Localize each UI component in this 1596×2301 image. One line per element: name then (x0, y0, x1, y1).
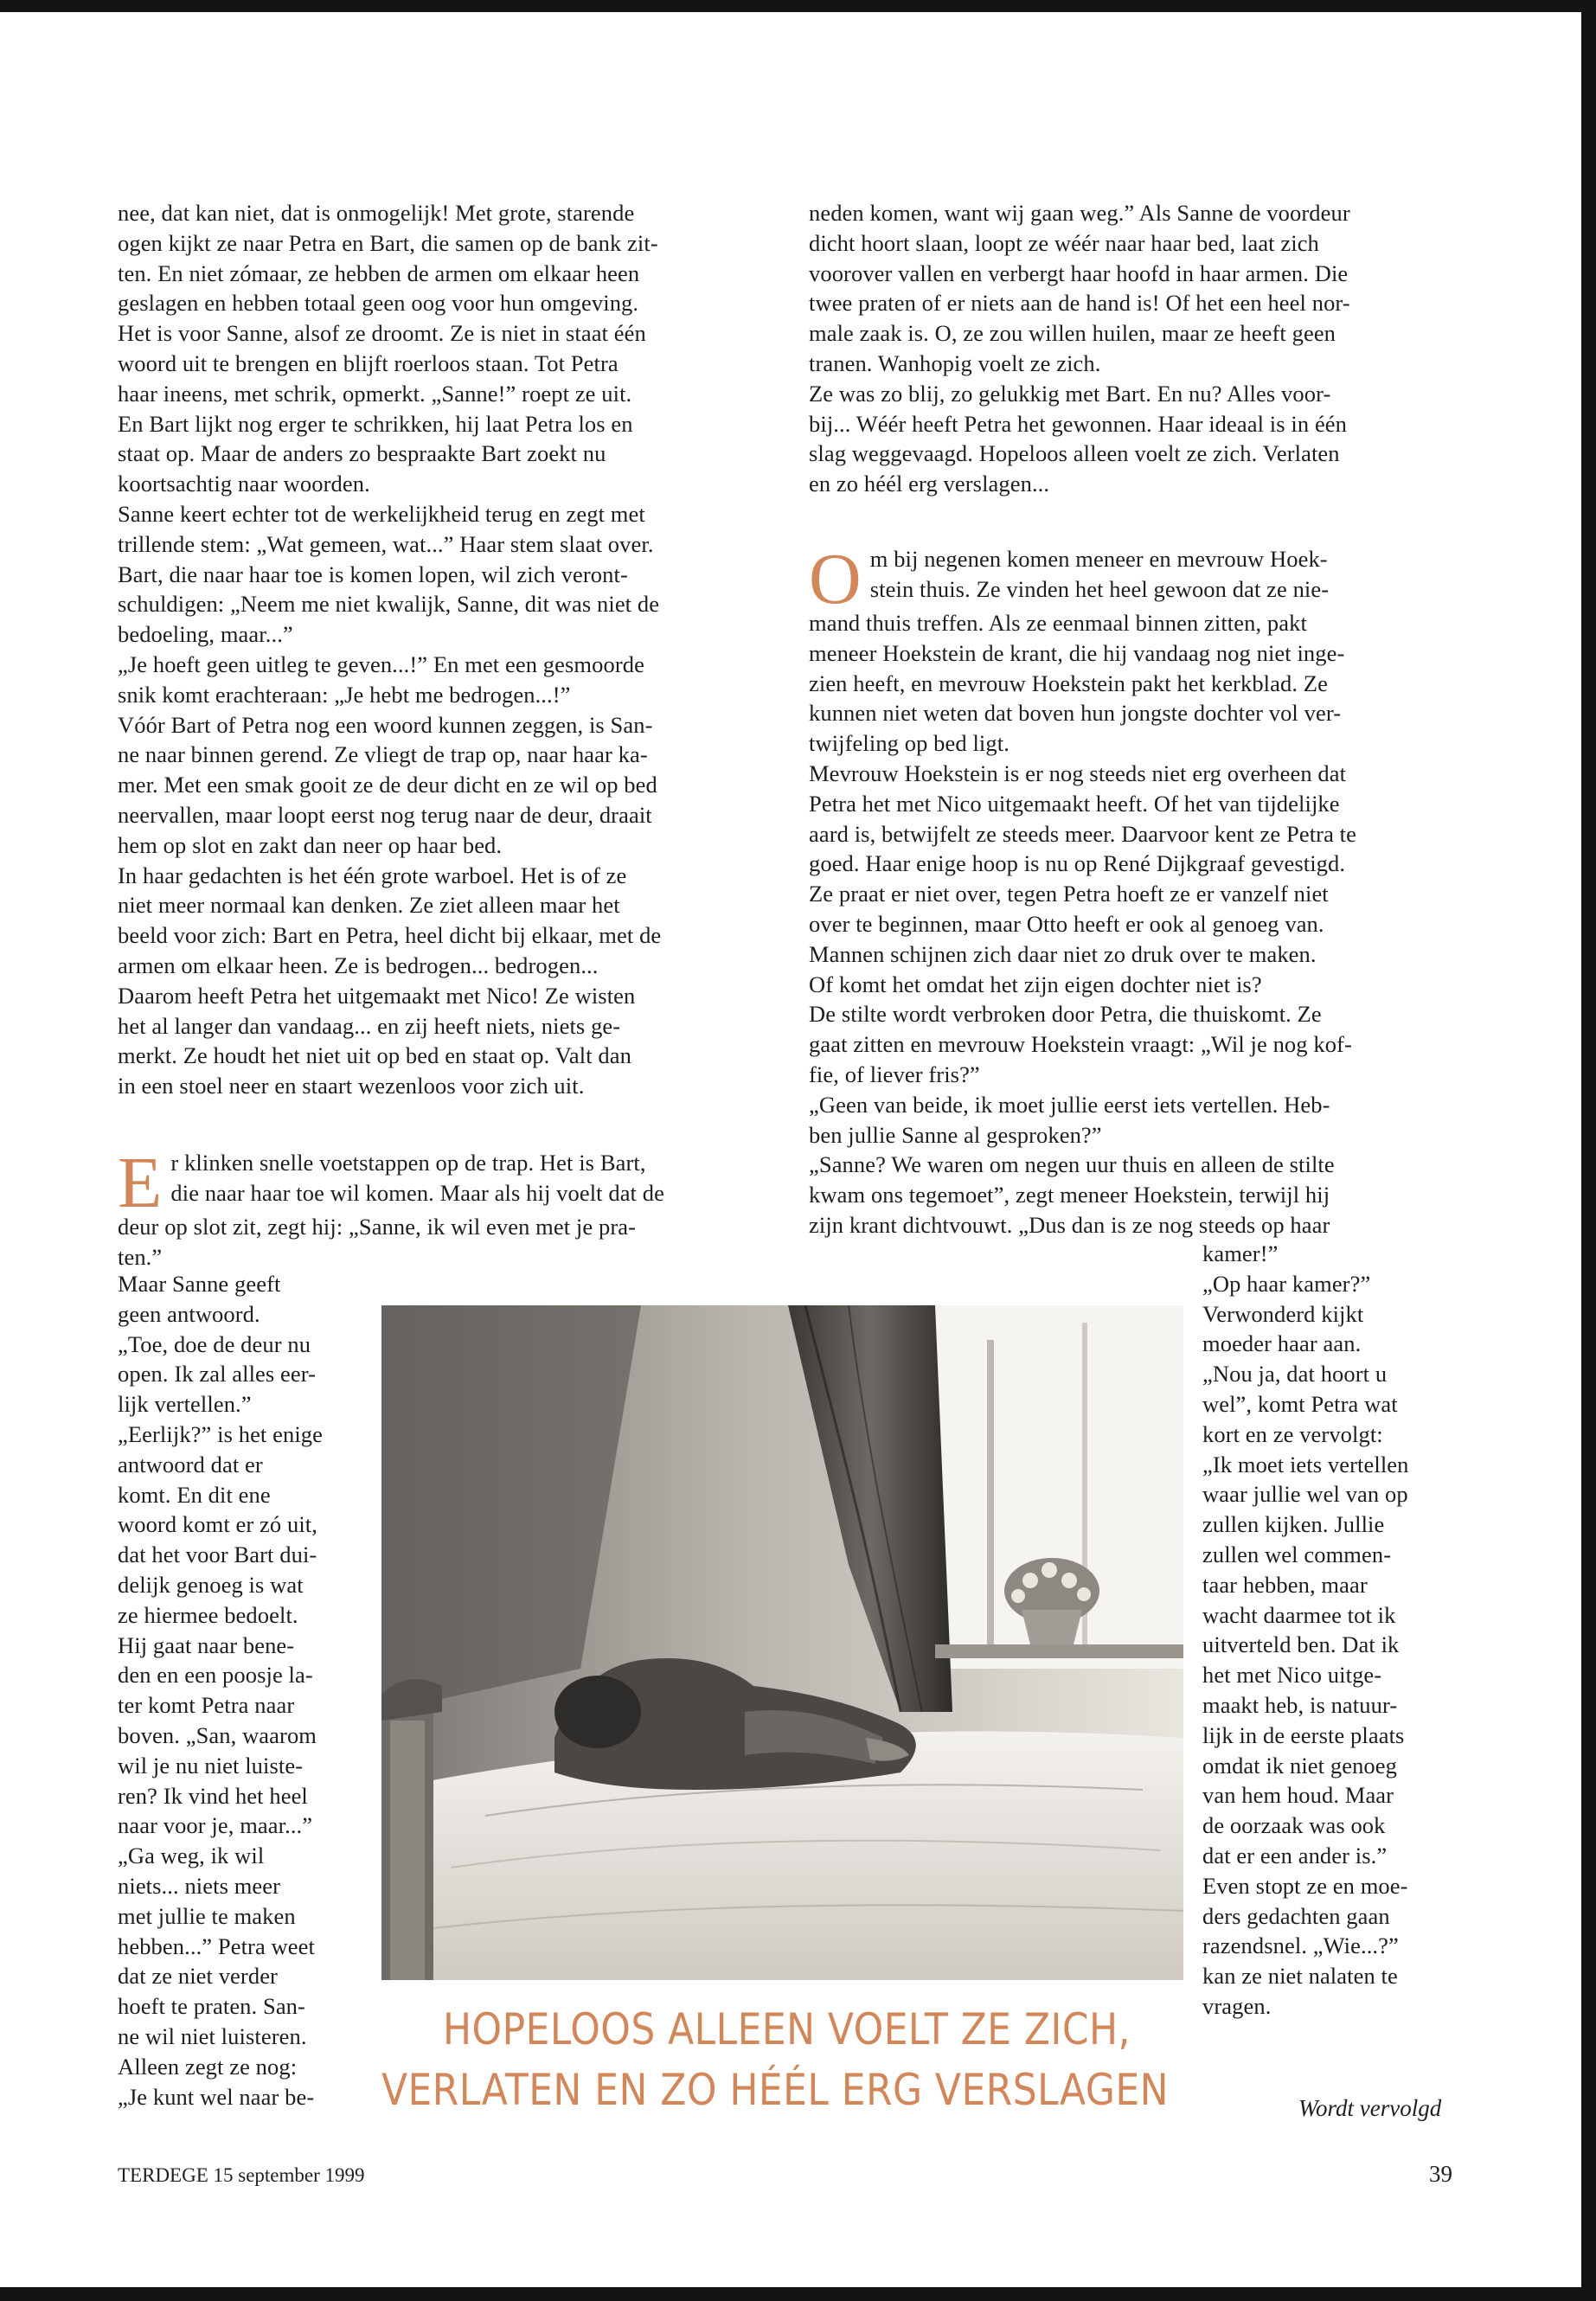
text-line: staat op. Maar de anders zo bespraakte Bart zoekt nu (118, 440, 606, 467)
text-line: bij... Wéér heeft Petra het gewonnen. Haar ideaal is in één (809, 410, 1348, 437)
text-line: kunnen niet weten dat boven hun jongste dochter vol ver- (809, 700, 1342, 727)
text-line: „Je kunt wel naar be- (118, 2083, 315, 2110)
text-line: het al langer dan vandaag... en zij heeft niets, niets ge- (118, 1012, 621, 1039)
text-line: „Toe, doe de deur nu (118, 1330, 311, 1357)
text-line: moeder haar aan. (1202, 1330, 1362, 1357)
text-line: kort en ze vervolgt: (1202, 1420, 1383, 1447)
text-line: Verwonderd kijkt (1202, 1300, 1364, 1327)
text-line: het met Nico uitge- (1202, 1662, 1382, 1689)
column-1-top (118, 198, 661, 1101)
text-line: gaat zitten en mevrouw Hoekstein vraagt: „Wil je nog kof- (809, 1031, 1352, 1058)
text-line: „Ga weg, ik wil (118, 1843, 265, 1869)
text-line: wel”, komt Petra wat (1202, 1390, 1398, 1417)
text-line: koortsachtig naar woorden. (118, 471, 370, 497)
text-line: dicht hoort slaan, loopt ze wéér naar haar bed, laat zich (809, 229, 1319, 256)
text-line: Maar Sanne geeft (118, 1271, 281, 1297)
illustration-girl-on-bed (381, 1305, 1183, 1980)
text-line: ten. En niet zómaar, ze hebben de armen om elkaar heen (118, 260, 640, 286)
text-line: twijfeling op bed ligt. (809, 730, 1010, 757)
text-line: „Ik moet iets vertellen (1202, 1451, 1409, 1477)
dropcap-lines (809, 544, 1492, 605)
text-line: uitverteld ben. Dat ik (1202, 1631, 1400, 1658)
text-line: ter komt Petra naar (118, 1692, 295, 1719)
footer-publication: TERDEGE 15 september 1999 (118, 2164, 365, 2186)
text-line: Ze was zo blij, zo gelukkig met Bart. En nu? Alles voor- (809, 380, 1331, 407)
text-line: Hij gaat naar bene- (118, 1631, 295, 1658)
text-line: trillende stem: „Wat gemeen, wat...” Haar stem slaat over. (118, 530, 654, 557)
text-line: die naar haar toe wil komen. Maar als hij voelt dat de (170, 1179, 664, 1206)
text-line: woord komt er zó uit, (118, 1511, 317, 1538)
text-line: goed. Haar enige hoop is nu op René Dijkgraaf gevestigd. (809, 850, 1346, 877)
text-line: de oorzaak was ook (1202, 1812, 1386, 1839)
text-line: slag weggevaagd. Hopeloos alleen voelt ze zich. Verlaten (809, 440, 1340, 467)
text-line: merkt. Ze houdt het niet uit op bed en staat op. Valt dan (118, 1042, 631, 1069)
magazine-page (0, 12, 1581, 2287)
text-line: zullen kijken. Jullie (1202, 1511, 1385, 1538)
drop-cap-o: O (809, 539, 862, 619)
text-line: ogen kijkt ze naar Petra en Bart, die samen op de bank zit- (118, 229, 658, 256)
text-line: lijk in de eerste plaats (1202, 1721, 1405, 1748)
drop-cap-e: E (118, 1143, 163, 1223)
text-line: Alleen zegt ze nog: (118, 2053, 298, 2080)
text-line: razendsnel. „Wie...?” (1202, 1932, 1399, 1959)
text-line: zijn krant dichtvouwt. „Dus dan is ze nog steeds op haar (809, 1211, 1330, 1238)
text-line: snik komt erachteraan: „Je hebt me bedrogen...!” (118, 681, 571, 708)
text-line: male zaak is. O, ze zou willen huilen, maar ze heeft geen (809, 320, 1336, 347)
text-line: dat ze niet verder (118, 1963, 278, 1990)
text-line: „Eerlijk?” is het enige (118, 1420, 324, 1447)
text-line: hebben...” Petra weet (118, 1932, 315, 1959)
text-line: zullen wel commen- (1202, 1541, 1392, 1567)
text-line: waar jullie wel van op (1202, 1481, 1408, 1508)
text-line: ten.” (118, 1243, 163, 1270)
text-line: armen om elkaar heen. Ze is bedrogen... bedrogen... (118, 952, 599, 978)
text-line: zien heeft, en mevrouw Hoekstein pakt het kerkblad. Ze (809, 670, 1328, 696)
text-line: hoeft te praten. San- (118, 1993, 305, 2020)
text-line: delijk genoeg is wat (118, 1571, 304, 1598)
text-line: bedoeling, maar...” (118, 621, 293, 648)
after-dropcap-lines (118, 1212, 758, 1272)
text-line: ders gedachten gaan (1202, 1902, 1390, 1929)
text-line: Vóór Bart of Petra nog een woord kunnen zeggen, is San- (118, 711, 653, 738)
text-line: „Je hoeft geen uitleg te geven...!” En met een gesmoorde (118, 651, 644, 677)
text-line: stein thuis. Ze vinden het heel gewoon dat ze nie- (869, 575, 1330, 602)
pull-quote-line-1: HOPELOOS ALLEEN VOELT ZE ZICH, (443, 2004, 1131, 2054)
text-line: komt. En dit ene (118, 1481, 271, 1508)
column-2-dropcap-paragraph (809, 539, 1492, 1240)
text-line: neervallen, maar loopt eerst nog terug naar de deur, draait (118, 801, 652, 828)
text-line: over te beginnen, maar Otto heeft er ook al genoeg van. (809, 910, 1324, 937)
text-line: „Op haar kamer?” (1202, 1270, 1371, 1297)
text-line: ne wil niet luisteren. (118, 2022, 307, 2049)
text-line: voorover vallen en verbergt haar hoofd in haar armen. Die (809, 260, 1349, 286)
continued-note: Wordt vervolgd (1298, 2095, 1442, 2121)
text-line: woord uit te brengen en blijft roerloos staan. Tot Petra (118, 349, 619, 376)
text-line: niet meer normaal kan denken. Ze ziet alleen maar het (118, 892, 620, 919)
text-line: Of komt het omdat het zijn eigen dochter niet is? (809, 971, 1262, 997)
text-line: Bart, die naar haar toe is komen lopen, wil zich veront- (118, 561, 628, 587)
text-line: meneer Hoekstein de krant, die hij vandaag nog niet inge- (809, 639, 1345, 666)
text-line: geslagen en hebben totaal geen oog voor hun omgeving. (118, 290, 639, 317)
text-line: Daarom heeft Petra het uitgemaakt met Nico! Ze wisten (118, 982, 636, 1009)
text-line: mer. Met een smak gooit ze de deur dicht en ze wil op bed (118, 772, 657, 798)
text-line: En Bart lijkt nog erger te schrikken, hij laat Petra los en (118, 410, 633, 437)
text-line: kwam ons tegemoet”, zegt meneer Hoekstein, terwijl hij (809, 1182, 1330, 1208)
text-line: lijk vertellen.” (118, 1391, 252, 1418)
text-line: maakt heb, is natuur- (1202, 1691, 1398, 1718)
text-line: antwoord dat er (118, 1451, 263, 1477)
text-line: Sanne keert echter tot de werkelijkheid terug en zegt met (118, 500, 645, 527)
text-line: boven. „San, waarom (118, 1721, 317, 1748)
text-line: met jullie te maken (118, 1902, 296, 1929)
text-line: en zo héél erg verslagen... (809, 471, 1050, 497)
text-line: schuldigen: „Neem me niet kwalijk, Sanne, dit was niet de (118, 591, 660, 618)
text-line: dat er een ander is.” (1202, 1842, 1388, 1868)
text-line: niets... niets meer (118, 1872, 281, 1899)
text-line: Even stopt ze en moe- (1202, 1872, 1408, 1899)
text-line: den en een poosje la- (118, 1662, 313, 1689)
text-line: taar hebben, maar (1202, 1571, 1368, 1598)
text-line: vragen. (1202, 1992, 1272, 2019)
text-line: Ze praat er niet over, tegen Petra hoeft ze er vanzelf niet (809, 881, 1329, 907)
text-line: ben jullie Sanne al gesproken?” (809, 1121, 1102, 1148)
text-line: haar ineens, met schrik, opmerkt. „Sanne!” roept ze uit. (118, 380, 632, 407)
column-2-narrow (1202, 1239, 1409, 2022)
text-line: deur op slot zit, zegt hij: „Sanne, ik wil even met je pra- (118, 1214, 637, 1240)
text-line: tranen. Wanhopig voelt ze zich. (809, 349, 1101, 376)
after-dropcap-lines (809, 608, 1492, 1240)
text-line: van hem houd. Maar (1202, 1782, 1394, 1809)
text-line: r klinken snelle voetstappen op de trap. Het is Bart, (170, 1150, 646, 1176)
footer-page-number: 39 (1429, 2161, 1452, 2187)
text-line: ze hiermee bedoelt. (118, 1601, 298, 1628)
text-line: aard is, betwijfelt ze steeds meer. Daarvoor kent ze Petra te (809, 820, 1356, 847)
text-line: hem op slot en zakt dan neer op haar bed. (118, 831, 503, 858)
text-line: in een stoel neer en staart wezenloos voor zich uit. (118, 1073, 585, 1099)
column-1-dropcap-paragraph (118, 1143, 758, 1272)
text-line: m bij negenen komen meneer en mevrouw Hoek- (869, 546, 1328, 572)
text-line: twee praten of er niets aan de hand is! Of het een heel nor- (809, 290, 1350, 317)
text-line: fie, of liever fris?” (809, 1061, 980, 1087)
text-line: Het is voor Sanne, alsof ze droomt. Ze is niet in staat één (118, 320, 646, 347)
text-line: „Sanne? We waren om negen uur thuis en alleen de stilte (809, 1151, 1335, 1178)
text-line: dat het voor Bart dui- (118, 1541, 317, 1568)
text-line: Petra het met Nico uitgemaakt heeft. Of het van tijdelijke (809, 790, 1340, 817)
column-2-top (809, 198, 1350, 499)
text-line: De stilte wordt verbroken door Petra, die thuiskomt. Ze (809, 1001, 1322, 1028)
pencil-drawing (381, 1305, 1183, 1980)
text-line: „Nou ja, dat hoort u (1202, 1361, 1388, 1388)
text-line: open. Ik zal alles eer- (118, 1361, 317, 1388)
text-line: mand thuis treffen. Als ze eenmaal binnen zitten, pakt (809, 610, 1307, 636)
text-line: „Geen van beide, ik moet jullie eerst iets vertellen. Heb- (809, 1091, 1330, 1118)
text-line: ne naar binnen gerend. Ze vliegt de trap op, naar haar ka- (118, 741, 648, 768)
text-line: beeld voor zich: Bart en Petra, heel dicht bij elkaar, met de (118, 922, 662, 949)
column-1-narrow (118, 1269, 323, 2112)
text-line: In haar gedachten is het één grote warboel. Het is of ze (118, 862, 627, 888)
text-line: Mannen schijnen zich daar niet zo druk over te maken. (809, 940, 1317, 967)
text-line: kamer!” (1202, 1240, 1279, 1266)
text-line: kan ze niet nalaten te (1202, 1963, 1398, 1990)
text-line: neden komen, want wij gaan weg.” Als Sanne de voordeur (809, 200, 1350, 226)
text-line: naar voor je, maar...” (118, 1812, 313, 1839)
text-line: nee, dat kan niet, dat is onmogelijk! Met grote, starende (118, 200, 635, 226)
dropcap-lines (118, 1148, 758, 1208)
text-line: Mevrouw Hoekstein is er nog steeds niet erg overheen dat (809, 760, 1347, 786)
text-line: ren? Ik vind het heel (118, 1782, 308, 1809)
text-line: wacht daarmee tot ik (1202, 1601, 1396, 1628)
text-line: geen antwoord. (118, 1300, 260, 1327)
text-line: wil je nu niet luiste- (118, 1752, 304, 1779)
pull-quote-line-2: VERLATEN EN ZO HÉÉL ERG VERSLAGEN (381, 2065, 1169, 2115)
text-line: omdat ik niet genoeg (1202, 1752, 1397, 1779)
